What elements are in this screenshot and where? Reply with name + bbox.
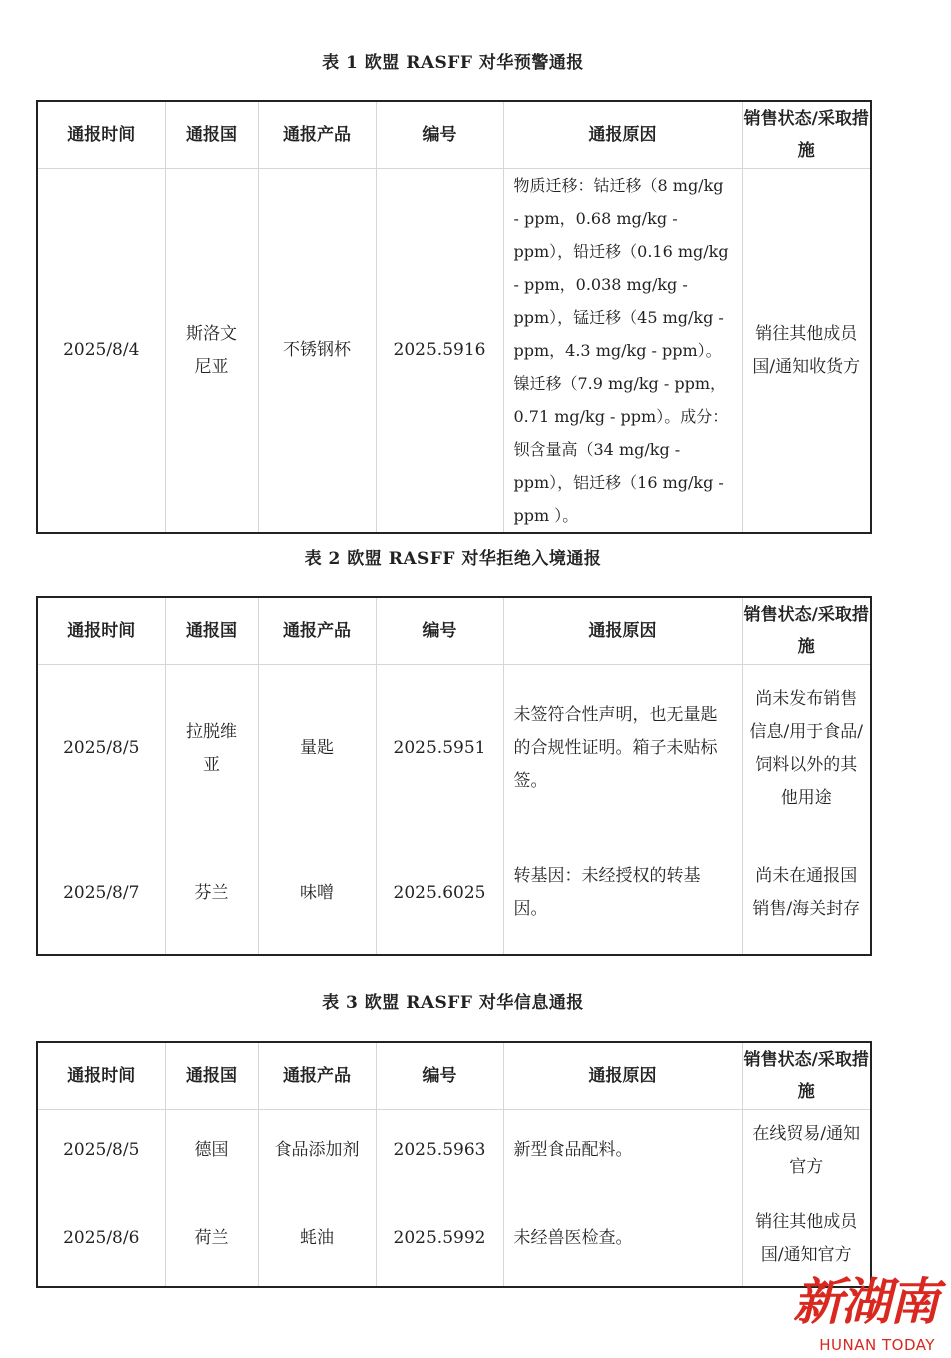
cell-number: 2025.5951 <box>376 665 503 833</box>
header-date: 通报时间 <box>37 1042 165 1110</box>
cell-date: 2025/8/5 <box>37 1110 165 1192</box>
cell-product: 食品添加剂 <box>258 1110 376 1192</box>
cell-reason: 未经兽医检查。 <box>503 1192 742 1287</box>
cell-action: 销往其他成员国/通知收货方 <box>752 323 861 377</box>
cell-reason: 物质迁移：钴迁移（8 mg/kg - ppm，0.68 mg/kg - ppm），铅迁移（0.16 mg/kg - ppm，0.038 mg/kg - ppm），锰迁移（45 mg/kg - ppm，4.3 mg/kg - ppm）。镍迁移（7.9 mg/kg - ppm，0.71 mg/kg - ppm）。成分：钡含量高（34 mg/kg - ppm），铝迁移（16 mg/kg - ppm ）。 <box>503 169 742 534</box>
cell-action: 销往其他成员国/通知官方 <box>755 1211 858 1265</box>
header-action: 销售状态/采取措施 <box>742 597 871 665</box>
header-reason: 通报原因 <box>503 1042 742 1110</box>
header-product: 通报产品 <box>258 101 376 169</box>
cell-product: 蚝油 <box>258 1192 376 1287</box>
cell-product: 不锈钢杯 <box>258 169 376 534</box>
header-reason: 通报原因 <box>503 597 742 665</box>
table1-caption: 表 1 欧盟 RASFF 对华预警通报 <box>322 53 584 73</box>
table-row <box>37 1192 871 1287</box>
header-number: 编号 <box>376 101 503 169</box>
header-action: 销售状态/采取措施 <box>742 101 871 169</box>
cell-date: 2025/8/5 <box>37 665 165 833</box>
header-date: 通报时间 <box>37 597 165 665</box>
table-row <box>37 833 871 955</box>
table2-caption: 表 2 欧盟 RASFF 对华拒绝入境通报 <box>304 549 602 569</box>
header-country: 通报国 <box>165 1042 258 1110</box>
cell-product: 量匙 <box>258 665 376 833</box>
table3-header-row <box>37 1042 871 1110</box>
cell-country: 斯洛文尼亚 <box>165 169 258 534</box>
cell-reason: 未签符合性声明，也无量匙的合规性证明。箱子未贴标签。 <box>503 665 742 833</box>
hunan-today-logo <box>787 1262 937 1354</box>
cell-country: 芬兰 <box>165 833 258 955</box>
cell-number: 2025.5963 <box>376 1110 503 1192</box>
table3-information <box>36 1041 872 1288</box>
cell-reason: 新型食品配料。 <box>503 1110 742 1192</box>
table-row <box>37 1110 871 1192</box>
cell-country: 荷兰 <box>165 1192 258 1287</box>
cell-number: 2025.5916 <box>376 169 503 534</box>
table-row <box>37 665 871 833</box>
table3-caption: 表 3 欧盟 RASFF 对华信息通报 <box>322 993 584 1013</box>
cell-number: 2025.6025 <box>376 833 503 955</box>
header-product: 通报产品 <box>258 597 376 665</box>
cell-date: 2025/8/6 <box>37 1192 165 1287</box>
table2-border-rejection <box>36 596 872 956</box>
cell-country: 拉脱维亚 <box>165 665 258 833</box>
header-country: 通报国 <box>165 597 258 665</box>
table-row <box>37 169 871 534</box>
header-product: 通报产品 <box>258 1042 376 1110</box>
cell-action: 尚未发布销售信息/用于食品/饲料以外的其他用途 <box>749 688 863 808</box>
header-country: 通报国 <box>165 101 258 169</box>
logo-chinese-text: 新湖南 <box>793 1272 937 1331</box>
cell-date: 2025/8/7 <box>37 833 165 955</box>
table1-early-warning <box>36 100 872 534</box>
cell-reason: 转基因：未经授权的转基因。 <box>503 833 742 955</box>
header-number: 编号 <box>376 597 503 665</box>
cell-action: 在线贸易/通知官方 <box>752 1123 861 1177</box>
header-action: 销售状态/采取措施 <box>742 1042 871 1110</box>
cell-action: 尚未在通报国销售/海关封存 <box>752 866 861 919</box>
logo-english-text: HUNAN TODAY <box>819 1336 935 1354</box>
table1-header-row <box>37 101 871 169</box>
header-date: 通报时间 <box>37 101 165 169</box>
table2-header-row <box>37 597 871 665</box>
header-reason: 通报原因 <box>503 101 742 169</box>
cell-country: 德国 <box>165 1110 258 1192</box>
cell-date: 2025/8/4 <box>37 169 165 534</box>
cell-number: 2025.5992 <box>376 1192 503 1287</box>
header-number: 编号 <box>376 1042 503 1110</box>
cell-product: 味噌 <box>258 833 376 955</box>
